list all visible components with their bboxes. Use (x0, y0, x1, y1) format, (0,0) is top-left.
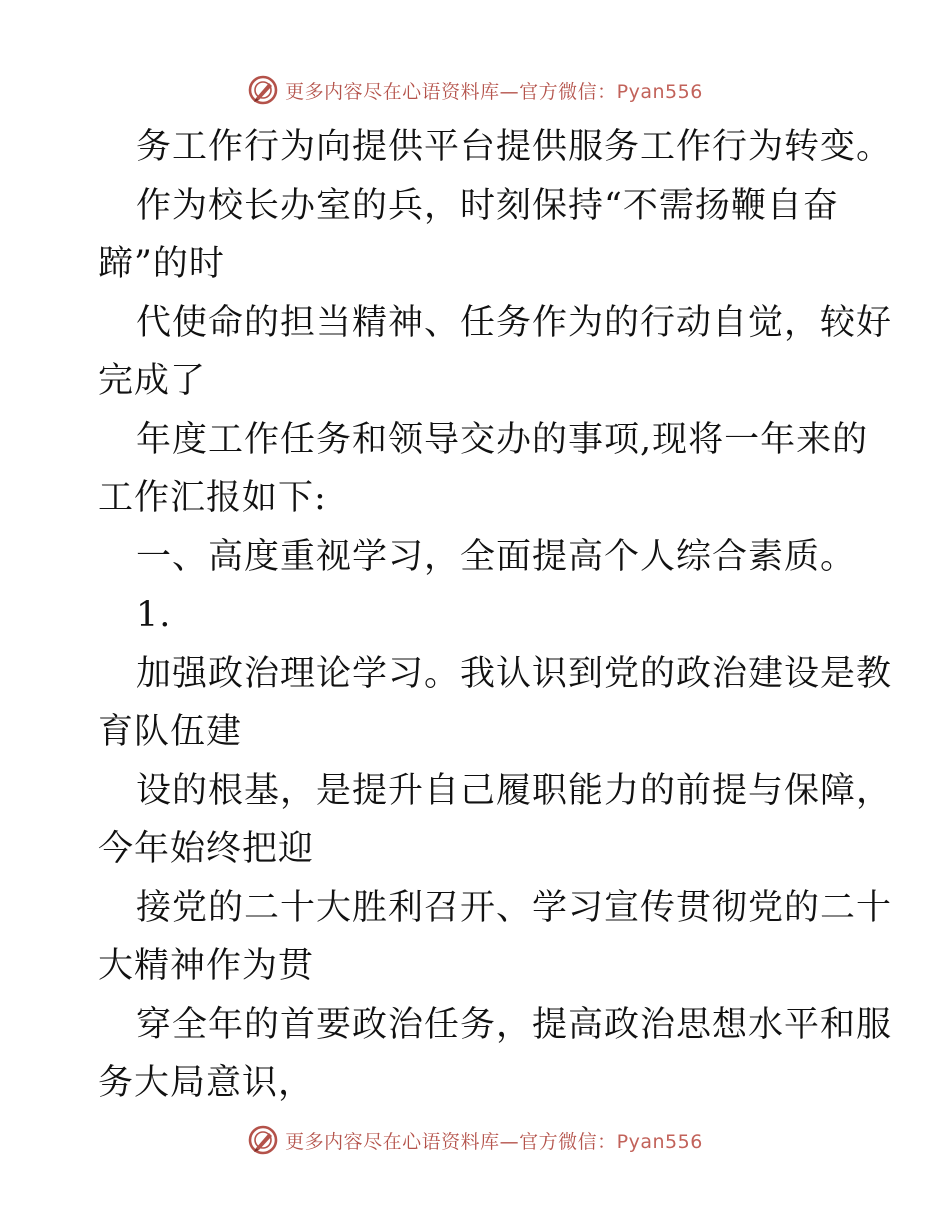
paragraph-line: 穿全年的首要政治任务，提高政治思想水平和服 (136, 1004, 893, 1045)
paragraph-line: 育队伍建 (98, 712, 243, 752)
pen-logo-icon (247, 1124, 279, 1156)
paragraph-line: 代使命的担当精神、任务作为的行动自觉，较好 (136, 302, 893, 343)
paragraph-line: 接党的二十大胜利召开、学习宣传贯彻党的二十 (136, 887, 893, 928)
paragraph-line: 蹄”的时 (98, 244, 225, 284)
paragraph-line: 作为校长办室的兵，时刻保持“不需扬鞭自奋 (136, 185, 839, 226)
pen-logo-icon (247, 74, 279, 106)
document-body (98, 118, 893, 1113)
paragraph-line: 务工作行为向提供平台提供服务工作行为转变。 (136, 127, 893, 167)
paragraph-line: 加强政治理论学习。我认识到党的政治建设是教 (136, 653, 893, 694)
paragraph-line: 大精神作为贯 (98, 946, 315, 986)
paragraph-line: 年度工作任务和领导交办的事项,现将一年来的 (136, 419, 869, 460)
watermark-text: 更多内容尽在心语资料库—官方微信：Pyan556 (285, 80, 703, 103)
paragraph-line: 完成了 (98, 361, 207, 401)
watermark-text: 更多内容尽在心语资料库—官方微信：Pyan556 (285, 1130, 703, 1153)
wechat-id: Pyan556 (616, 1130, 703, 1153)
paragraph-line: 工作汇报如下: (98, 478, 327, 518)
paragraph-line: 设的根基，是提升自己履职能力的前提与保障， (136, 770, 893, 811)
footer-watermark (0, 1122, 950, 1158)
paragraph-line: 务大局意识， (98, 1063, 315, 1103)
wechat-id: Pyan556 (616, 80, 703, 103)
header-watermark (0, 72, 950, 108)
paragraph-line: 今年始终把迎 (98, 829, 315, 869)
paragraph-line: 一、高度重视学习，全面提高个人综合素质。 (136, 536, 857, 577)
paragraph-line: 1. (136, 595, 172, 635)
